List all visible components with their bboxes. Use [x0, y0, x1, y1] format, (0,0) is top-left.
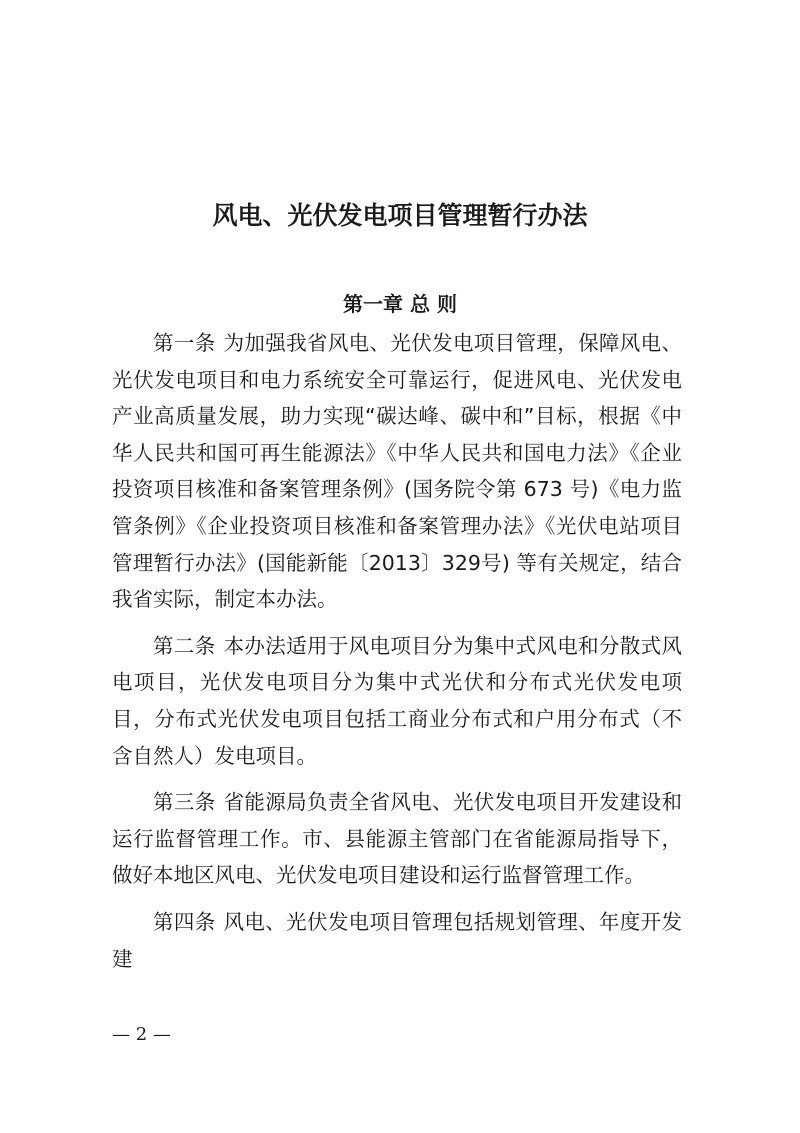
article-label: 第一条: [153, 331, 216, 355]
article-label: 第二条: [153, 633, 216, 658]
article-4: [112, 904, 682, 977]
article-text: 本办法适用于风电项目分为集中式风电和分散式风电项目，光伏发电项目分为集中式光伏和分布式光伏发电项目，分布式光伏发电项目包括工商业分布式和户用分布式（不含自然人）发电项目。: [112, 633, 682, 768]
chapter-heading: 第一章 总 则: [343, 292, 457, 316]
article-label: 第三条: [153, 790, 216, 815]
article-text: 为加强我省风电、光伏发电项目管理，保障风电、光伏发电项目和电力系统安全可靠运行，促进风电、光伏发电产业高质量发展，助力实现“碳达峰、碳中和”目标，根据《中华人民共和国可再生能源法》《中华人民共和国电力法》《企业投资项目核准和备案管理条例》(国务院令第 673 号)《电力监管条例》《企业投资项目核准和备案管理办法》《光伏电站项目管理暂行办法》(国能新能〔2013〕329号) 等有关规定，结合我省实际，制定本办法。: [112, 331, 682, 612]
article-text: 省能源局负责全省风电、光伏发电项目开发建设和运行监督管理工作。市、县能源主管部门在省能源局指导下，做好本地区风电、光伏发电项目建设和运行监督管理工作。: [112, 790, 682, 888]
page-number: — 2 —: [112, 1024, 171, 1045]
article-label: 第四条: [153, 909, 216, 934]
article-text: 风电、光伏发电项目管理包括规划管理、年度开发建: [112, 909, 682, 971]
article-1: [112, 325, 682, 618]
document-body: [112, 325, 682, 987]
document-title: 风电、光伏发电项目管理暂行办法: [212, 201, 588, 230]
article-3: [112, 784, 682, 894]
article-2: [112, 628, 682, 774]
